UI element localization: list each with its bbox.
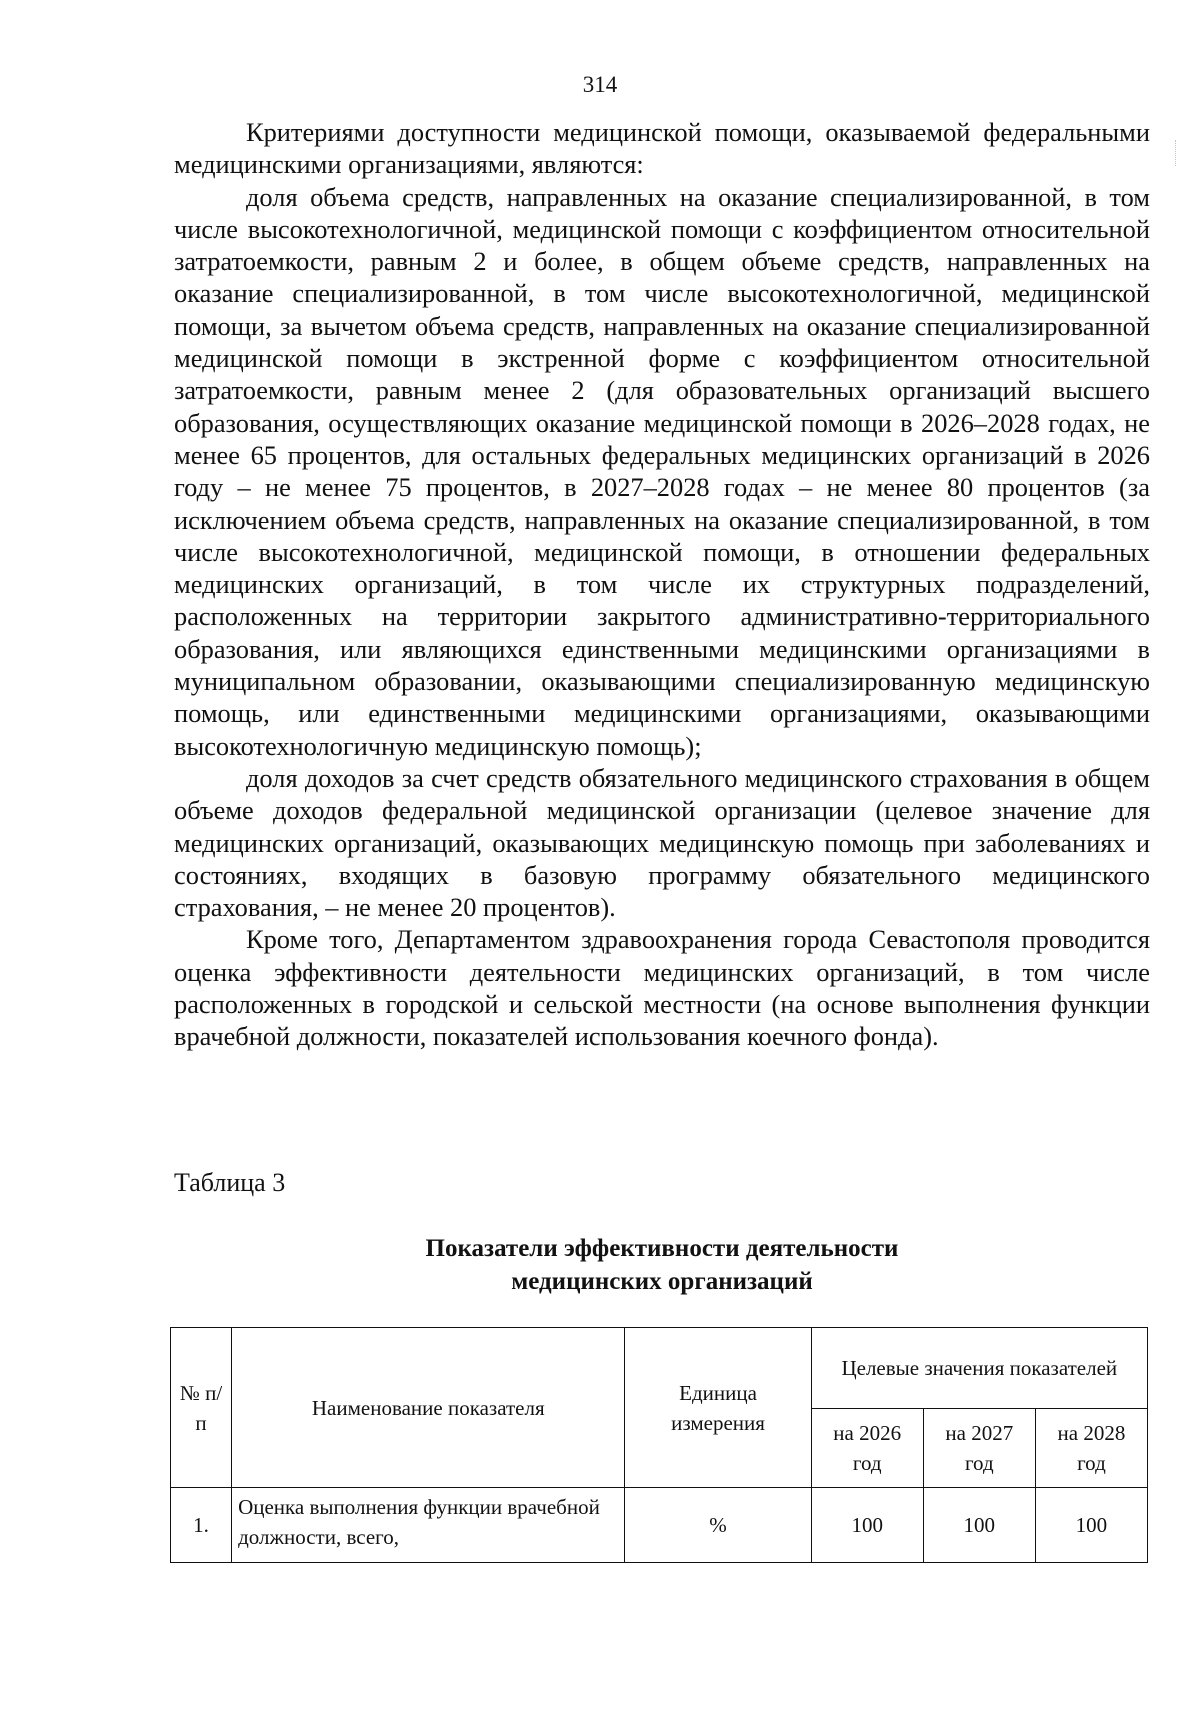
table-title	[174, 1232, 1150, 1298]
paragraph-oms-income-share: доля доходов за счет средств обязательного медицинского страхования в общем объеме доходов федеральной медицинской организации (целевое значение для медицинских организаций, оказывающих медицинскую помощь при заболеваниях и состояниях, входящих в базовую программу обязательного медицинского страхования, – не менее 20 процентов).	[174, 762, 1150, 923]
header-target-values: Целевые значения показателей	[811, 1328, 1147, 1409]
header-year-2028: на 2028 год	[1035, 1409, 1147, 1488]
scan-artifact	[1175, 140, 1184, 166]
paragraph-specialized-care-share: доля объема средств, направленных на оказание специализированной, в том числе высокотехнологичной, медицинской помощи с коэффициентом относительной затратоемкости, равным 2 и более, в общем объеме средств, направленных на оказание специализированной, в том числе высокотехнологичной, медицинской помощи, за вычетом объема средств, направленных на оказание специализированной медицинской помощи в экстренной форме с коэффициентом относительной затратоемкости, равным менее 2 (для образовательных организаций высшего образования, осуществляющих оказание медицинской помощи в 2026–2028 годах, не менее 65 процентов, для остальных федеральных медицинских организаций в 2026 году – не менее 75 процентов, в 2027–2028 годах – не менее 80 процентов (за исключением объема средств, направленных на оказание специализированной, в том числе высокотехнологичной, медицинской помощи, в отношении федеральных медицинских организаций, в том числе их структурных подразделений, расположенных на территории закрытого административно-территориального образования, или являющихся единственными медицинскими организациями в муниципальном образовании, оказывающими специализированную медицинскую помощь, или единственными медицинскими организациями, оказывающими высокотехнологичную медицинскую помощь);	[174, 181, 1150, 761]
header-indicator-name: Наименование показателя	[232, 1328, 625, 1488]
table-label: Таблица 3	[174, 1168, 286, 1197]
body-text	[174, 116, 1150, 1053]
page-number: 314	[582, 72, 618, 97]
header-year-2027: на 2027 год	[923, 1409, 1035, 1488]
cell-indicator-name: Оценка выполнения функции врачебной должности, всего,	[232, 1488, 625, 1563]
header-num: № п/п	[171, 1328, 232, 1488]
indicators-table	[170, 1327, 1148, 1563]
table-row	[171, 1488, 1148, 1563]
cell-value-2027: 100	[923, 1488, 1035, 1563]
header-unit: Единица измерения	[625, 1328, 811, 1488]
paragraph-criteria-intro: Критериями доступности медицинской помощи, оказываемой федеральными медицинскими организациями, являются:	[174, 117, 1150, 180]
cell-value-2026: 100	[811, 1488, 923, 1563]
cell-value-2028: 100	[1035, 1488, 1147, 1563]
table-title-line-1: Показатели эффективности деятельности	[425, 1235, 899, 1262]
header-year-2026: на 2026 год	[811, 1409, 923, 1488]
cell-unit: %	[625, 1488, 811, 1563]
table-title-line-2: медицинских организаций	[511, 1268, 813, 1295]
table-header-row	[171, 1328, 1148, 1409]
paragraph-sevastopol-evaluation: Кроме того, Департаментом здравоохранения города Севастополя проводится оценка эффективности деятельности медицинских организаций, в том числе расположенных в городской и сельской местности (на основе выполнения функции врачебной должности, показателей использования коечного фонда).	[174, 924, 1150, 1052]
cell-num: 1.	[171, 1488, 232, 1563]
